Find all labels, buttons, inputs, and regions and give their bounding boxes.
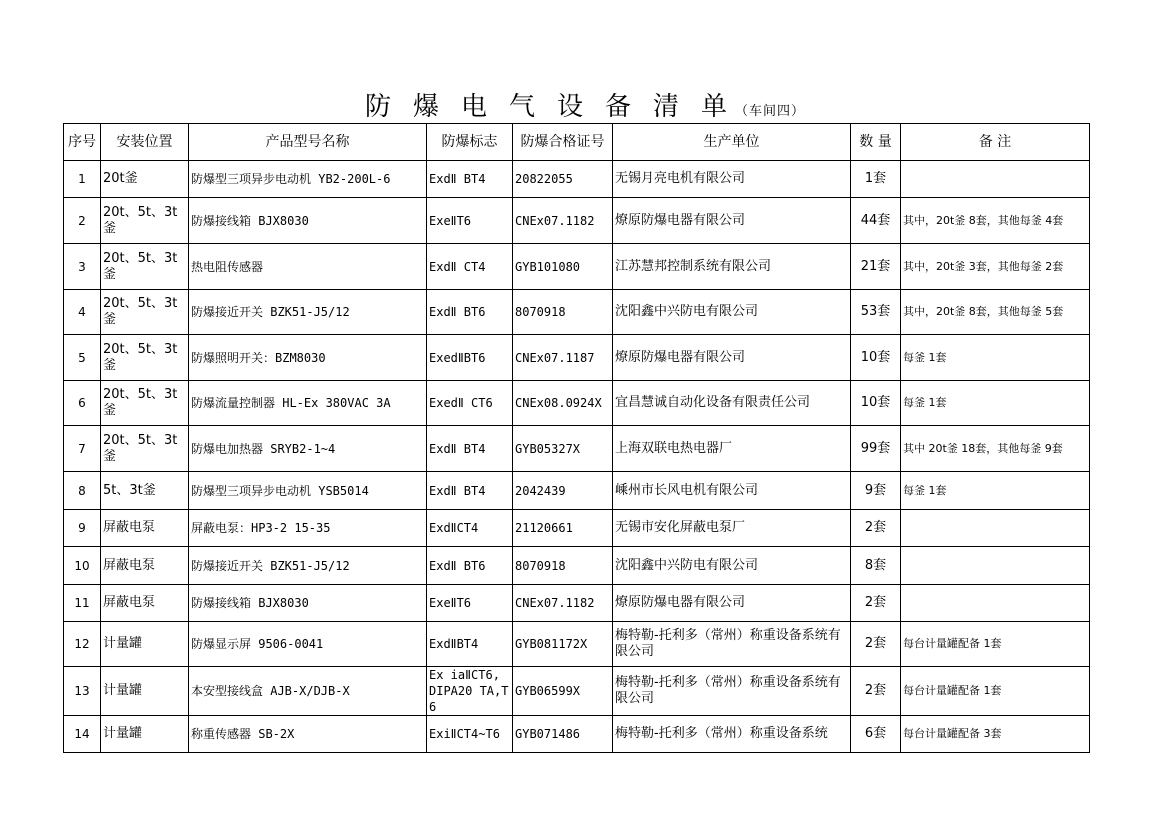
cell-product: 防爆电加热器 SRYB2-1~4 [189,426,427,472]
table-row [64,290,1090,335]
document-title [0,86,1170,123]
cell-certificate: GYB081172X [513,622,613,667]
cell-remarks: 每台计量罐配备 3套 [901,716,1090,753]
title-main: 防爆电气设备清单 [364,92,749,122]
cell-manufacturer: 燎原防爆电器有限公司 [613,585,851,622]
cell-manufacturer: 燎原防爆电器有限公司 [613,335,851,381]
table-row [64,547,1090,585]
cell-location: 20t、5t、3t釜 [101,198,189,244]
title-subtitle: （车间四） [735,104,806,119]
cell-no: 6 [64,381,101,426]
table-row [64,161,1090,198]
cell-product: 防爆显示屏 9506-0041 [189,622,427,667]
cell-product: 防爆接线箱 BJX8030 [189,585,427,622]
cell-no: 3 [64,244,101,290]
cell-quantity: 1套 [851,161,901,198]
cell-manufacturer: 嵊州市长风电机有限公司 [613,472,851,510]
cell-quantity: 53套 [851,290,901,335]
cell-product: 防爆型三项异步电动机 YSB5014 [189,472,427,510]
cell-no: 12 [64,622,101,667]
cell-remarks [901,161,1090,198]
cell-quantity: 8套 [851,547,901,585]
cell-location: 20t釜 [101,161,189,198]
cell-remarks: 其中，20t釜 8套，其他每釜 4套 [901,198,1090,244]
cell-manufacturer: 无锡月亮电机有限公司 [613,161,851,198]
cell-certificate: CNEx08.0924X [513,381,613,426]
cell-no: 11 [64,585,101,622]
cell-ex-mark: ExdⅡ BT6 [427,547,513,585]
header-certificate: 防爆合格证号 [513,124,613,161]
cell-no: 5 [64,335,101,381]
cell-ex-mark: ExdⅡBT4 [427,622,513,667]
cell-quantity: 9套 [851,472,901,510]
cell-certificate: 21120661 [513,510,613,547]
cell-certificate: GYB06599X [513,667,613,716]
cell-product: 防爆接近开关 BZK51-J5/12 [189,547,427,585]
table-body [64,161,1090,753]
cell-manufacturer: 江苏慧邦控制系统有限公司 [613,244,851,290]
header-location: 安装位置 [101,124,189,161]
cell-quantity: 2套 [851,622,901,667]
cell-ex-mark: ExdⅡ BT4 [427,426,513,472]
cell-certificate: GYB071486 [513,716,613,753]
cell-no: 8 [64,472,101,510]
cell-product: 屏蔽电泵：HP3-2 15-35 [189,510,427,547]
cell-location: 20t、5t、3t釜 [101,290,189,335]
cell-remarks: 每釜 1套 [901,335,1090,381]
cell-ex-mark: ExdⅡ BT4 [427,472,513,510]
cell-manufacturer: 上海双联电热电器厂 [613,426,851,472]
cell-remarks: 每釜 1套 [901,472,1090,510]
cell-ex-mark: ExdⅡCT4 [427,510,513,547]
cell-location: 20t、5t、3t釜 [101,381,189,426]
cell-certificate: CNEx07.1182 [513,585,613,622]
cell-no: 4 [64,290,101,335]
table-row [64,198,1090,244]
table-header-row [64,124,1090,161]
cell-location: 20t、5t、3t釜 [101,335,189,381]
cell-remarks: 每台计量罐配备 1套 [901,622,1090,667]
header-ex-mark: 防爆标志 [427,124,513,161]
table-row [64,426,1090,472]
cell-certificate: 8070918 [513,290,613,335]
cell-certificate: GYB101080 [513,244,613,290]
cell-location: 屏蔽电泵 [101,547,189,585]
table-row [64,622,1090,667]
cell-location: 计量罐 [101,716,189,753]
cell-remarks: 其中，20t釜 8套，其他每釜 5套 [901,290,1090,335]
cell-manufacturer: 宜昌慧诚自动化设备有限责任公司 [613,381,851,426]
cell-product: 防爆接线箱 BJX8030 [189,198,427,244]
cell-ex-mark: ExedⅡ CT6 [427,381,513,426]
table-row [64,585,1090,622]
cell-product: 本安型接线盒 AJB-X/DJB-X [189,667,427,716]
cell-manufacturer: 无锡市安化屏蔽电泵厂 [613,510,851,547]
cell-manufacturer: 沈阳鑫中兴防电有限公司 [613,290,851,335]
cell-quantity: 10套 [851,381,901,426]
cell-ex-mark: ExdⅡ BT4 [427,161,513,198]
cell-certificate: CNEx07.1182 [513,198,613,244]
table-row [64,335,1090,381]
cell-certificate: CNEx07.1187 [513,335,613,381]
cell-product: 防爆照明开关：BZM8030 [189,335,427,381]
cell-manufacturer: 燎原防爆电器有限公司 [613,198,851,244]
cell-location: 屏蔽电泵 [101,510,189,547]
cell-certificate: 2042439 [513,472,613,510]
cell-no: 10 [64,547,101,585]
cell-quantity: 6套 [851,716,901,753]
cell-quantity: 21套 [851,244,901,290]
cell-certificate: GYB05327X [513,426,613,472]
cell-manufacturer: 梅特勒-托利多（常州）称重设备系统有限公司 [613,622,851,667]
header-manufacturer: 生产单位 [613,124,851,161]
cell-remarks: 每台计量罐配备 1套 [901,667,1090,716]
cell-location: 计量罐 [101,622,189,667]
cell-no: 13 [64,667,101,716]
header-quantity: 数 量 [851,124,901,161]
cell-product: 防爆流量控制器 HL-Ex 380VAC 3A [189,381,427,426]
table-row [64,510,1090,547]
cell-manufacturer: 梅特勒-托利多（常州）称重设备系统有限公司 [613,667,851,716]
cell-remarks: 每釜 1套 [901,381,1090,426]
cell-product: 防爆接近开关 BZK51-J5/12 [189,290,427,335]
cell-remarks: 其中，20t釜 3套，其他每釜 2套 [901,244,1090,290]
cell-location: 计量罐 [101,667,189,716]
cell-remarks [901,585,1090,622]
cell-location: 屏蔽电泵 [101,585,189,622]
cell-remarks [901,510,1090,547]
cell-ex-mark: ExiⅡCT4~T6 [427,716,513,753]
cell-location: 20t、5t、3t釜 [101,426,189,472]
cell-quantity: 2套 [851,585,901,622]
cell-product: 称重传感器 SB-2X [189,716,427,753]
cell-manufacturer: 沈阳鑫中兴防电有限公司 [613,547,851,585]
cell-certificate: 20822055 [513,161,613,198]
cell-quantity: 10套 [851,335,901,381]
table-row [64,381,1090,426]
cell-no: 14 [64,716,101,753]
cell-remarks [901,547,1090,585]
cell-certificate: 8070918 [513,547,613,585]
cell-quantity: 2套 [851,667,901,716]
equipment-table [63,123,1090,753]
cell-manufacturer: 梅特勒-托利多（常州）称重设备系统 [613,716,851,753]
cell-product: 热电阻传感器 [189,244,427,290]
cell-ex-mark: ExeⅡT6 [427,198,513,244]
cell-quantity: 2套 [851,510,901,547]
cell-ex-mark: ExdⅡ CT4 [427,244,513,290]
cell-ex-mark: ExdⅡ BT6 [427,290,513,335]
cell-location: 5t、3t釜 [101,472,189,510]
cell-no: 7 [64,426,101,472]
cell-no: 9 [64,510,101,547]
header-product: 产品型号名称 [189,124,427,161]
table-row [64,667,1090,716]
table-row [64,244,1090,290]
cell-ex-mark: Ex iaⅡCT6, DIPA20 TA,T6 [427,667,513,716]
cell-ex-mark: ExedⅡBT6 [427,335,513,381]
cell-quantity: 99套 [851,426,901,472]
cell-product: 防爆型三项异步电动机 YB2-200L-6 [189,161,427,198]
header-no: 序号 [64,124,101,161]
table-row [64,716,1090,753]
table-row [64,472,1090,510]
cell-ex-mark: ExeⅡT6 [427,585,513,622]
cell-quantity: 44套 [851,198,901,244]
cell-remarks: 其中 20t釜 18套，其他每釜 9套 [901,426,1090,472]
cell-location: 20t、5t、3t釜 [101,244,189,290]
cell-no: 1 [64,161,101,198]
header-remarks: 备 注 [901,124,1090,161]
cell-no: 2 [64,198,101,244]
